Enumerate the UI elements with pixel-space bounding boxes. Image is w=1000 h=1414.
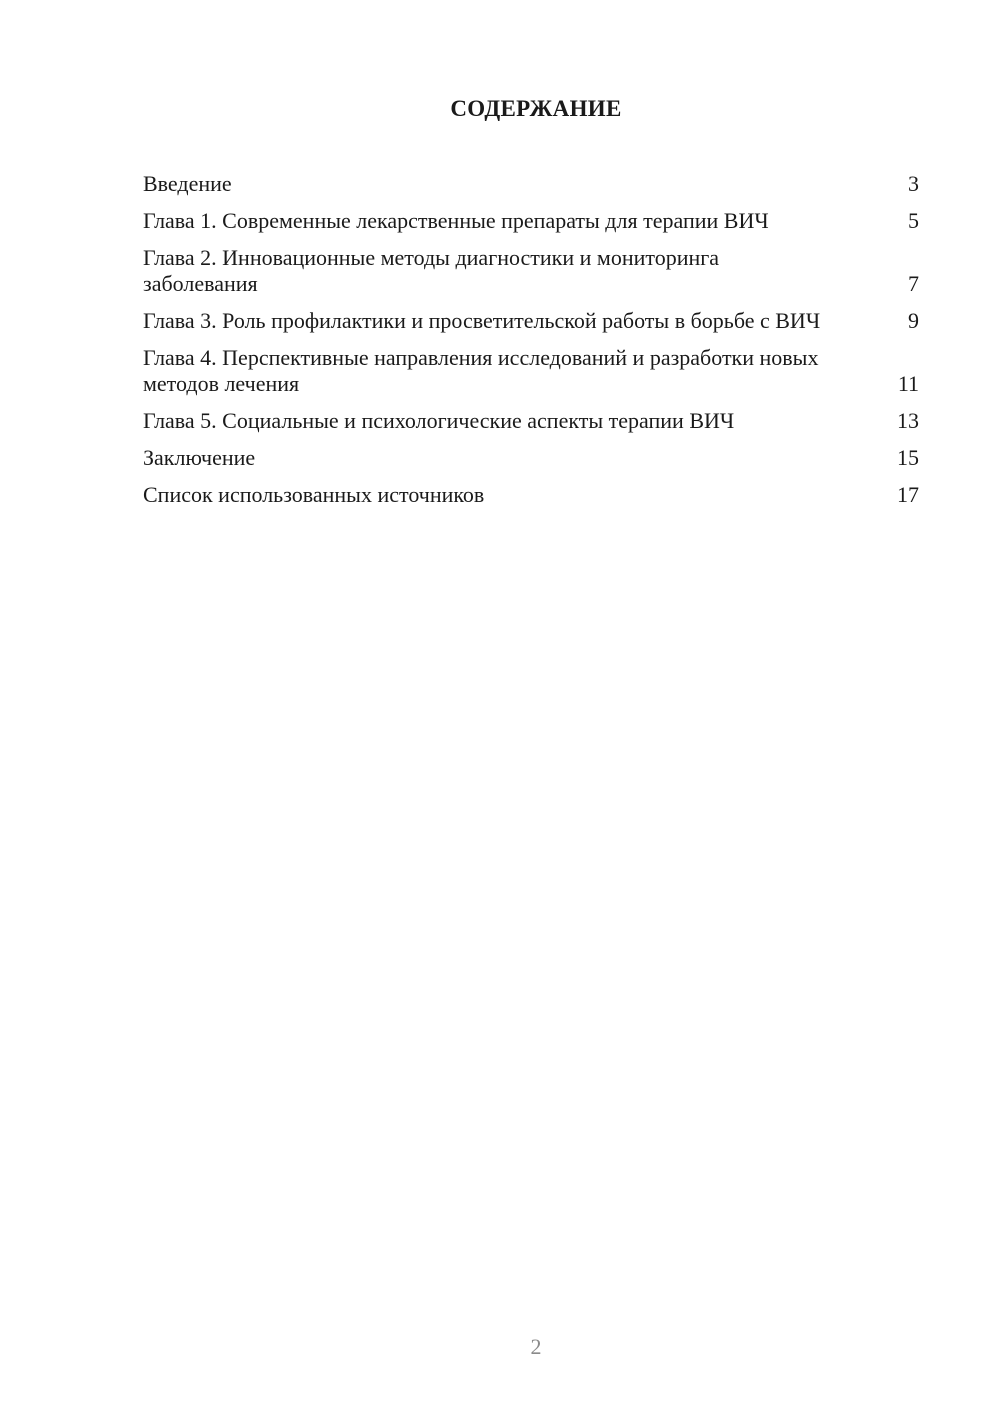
table-of-contents — [143, 171, 919, 519]
toc-entry-page: 11 — [897, 371, 919, 396]
toc-entry-chapter-2[interactable] — [143, 245, 919, 297]
toc-entry-chapter-4[interactable] — [143, 345, 919, 397]
toc-entry-chapter-3[interactable] — [143, 308, 919, 334]
toc-entry-page: 7 — [908, 271, 919, 296]
toc-entry-conclusion[interactable] — [143, 445, 919, 471]
toc-entry-text: Список использованных источников — [143, 482, 485, 507]
toc-entry-text: Введение — [143, 171, 232, 196]
toc-entry-references[interactable] — [143, 482, 919, 508]
toc-entry-page: 13 — [897, 408, 919, 433]
toc-entry-text: Глава 2. Инновационные методы диагностики и мониторинга заболевания — [143, 245, 720, 296]
toc-entry-chapter-1[interactable] — [143, 208, 919, 234]
toc-entry-introduction[interactable] — [143, 171, 919, 197]
toc-entry-chapter-5[interactable] — [143, 408, 919, 434]
page-number: 2 — [530, 1334, 542, 1359]
toc-entry-text: Глава 3. Роль профилактики и просветительской работы в борьбе с ВИЧ — [143, 308, 821, 333]
toc-entry-page: 17 — [897, 482, 919, 507]
toc-entry-text: Глава 4. Перспективные направления исследований и разработки новых методов лечения — [143, 345, 819, 396]
toc-entry-page: 9 — [908, 308, 919, 333]
toc-entry-text: Глава 5. Социальные и психологические аспекты терапии ВИЧ — [143, 408, 735, 433]
page-title: СОДЕРЖАНИЕ — [450, 96, 622, 121]
toc-entry-page: 3 — [908, 171, 919, 196]
toc-entry-text: Заключение — [143, 445, 256, 470]
toc-entry-page: 5 — [908, 208, 919, 233]
toc-entry-text: Глава 1. Современные лекарственные препараты для терапии ВИЧ — [143, 208, 769, 233]
toc-entry-page: 15 — [897, 445, 919, 470]
